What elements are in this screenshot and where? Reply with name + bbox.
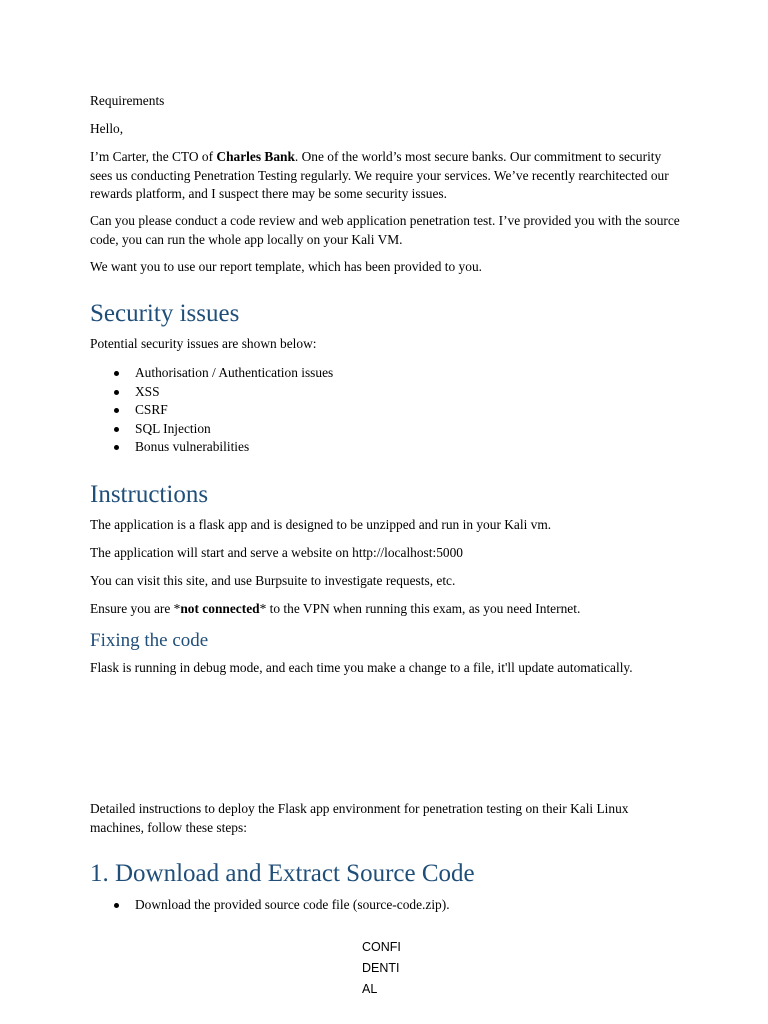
security-issue-list xyxy=(90,364,333,457)
requirements-label: Requirements xyxy=(90,93,165,108)
vpn-warning xyxy=(90,600,680,619)
intro-paragraph xyxy=(90,148,680,204)
intro-text-end: . One of the world’s most secure banks. Our commitment to security sees us conducting Penetration Testing regularly. We require your services. We’ve recently rearchitected our rewards platform, and I suspect there may be some security issues. xyxy=(90,149,669,201)
greeting: Hello, xyxy=(90,121,124,136)
list-item-text: CSRF xyxy=(135,402,168,418)
list-item-text: SQL Injection xyxy=(135,420,211,436)
list-item-text: XSS xyxy=(135,383,160,399)
vpn-warning-end: * to the VPN when running this exam, as you need Internet. xyxy=(259,601,581,616)
vpn-warning-start: Ensure you are * xyxy=(90,601,181,616)
list-item xyxy=(90,420,333,439)
fixing-code-paragraph: Flask is running in debug mode, and each time you make a change to a file, it'll update automatically. xyxy=(90,660,633,675)
bullet-icon xyxy=(114,903,119,908)
bank-name: Charles Bank xyxy=(216,149,295,164)
instructions-paragraph-3: You can visit this site, and use Burpsuite to investigate requests, etc. xyxy=(90,573,456,588)
bullet-icon xyxy=(114,371,119,376)
bullet-icon xyxy=(114,445,119,450)
list-item xyxy=(90,896,450,915)
bullet-icon xyxy=(114,427,119,432)
download-step-list xyxy=(90,896,450,915)
list-item-text: Bonus vulnerabilities xyxy=(135,439,250,455)
template-paragraph: We want you to use our report template, which has been provided to you. xyxy=(90,259,482,274)
footer-line: DENTI xyxy=(362,961,400,975)
list-item xyxy=(90,364,333,383)
list-item xyxy=(90,401,333,420)
download-extract-heading: 1. Download and Extract Source Code xyxy=(90,860,475,887)
bullet-icon xyxy=(114,390,119,395)
deploy-intro: Detailed instructions to deploy the Flask app environment for penetration testing on their Kali Linux machines, follow these steps: xyxy=(90,801,629,835)
security-lead: Potential security issues are shown below: xyxy=(90,336,317,351)
list-item xyxy=(90,438,333,457)
instructions-heading: Instructions xyxy=(90,481,209,508)
footer-line: AL xyxy=(362,982,378,996)
list-item xyxy=(90,383,333,402)
intro-text-start: I’m Carter, the CTO of xyxy=(90,149,217,164)
footer-line: CONFI xyxy=(362,940,401,954)
instructions-paragraph-2: The application will start and serve a website on http://localhost:5000 xyxy=(90,545,463,560)
instructions-paragraph-1: The application is a flask app and is designed to be unzipped and run in your Kali vm. xyxy=(90,517,552,532)
list-item-text: Authorisation / Authentication issues xyxy=(135,365,334,380)
fixing-code-heading: Fixing the code xyxy=(90,630,209,651)
bullet-icon xyxy=(114,408,119,413)
list-item-text: Download the provided source code file (source-code.zip). xyxy=(135,897,450,912)
not-connected-emphasis: not connected xyxy=(180,601,260,616)
confidential-footer xyxy=(362,937,422,1000)
request-paragraph: Can you please conduct a code review and web application penetration test. I’ve provided you with the source code, you can run the whole app locally on your Kali VM. xyxy=(90,213,680,247)
security-issues-heading: Security issues xyxy=(90,300,240,327)
